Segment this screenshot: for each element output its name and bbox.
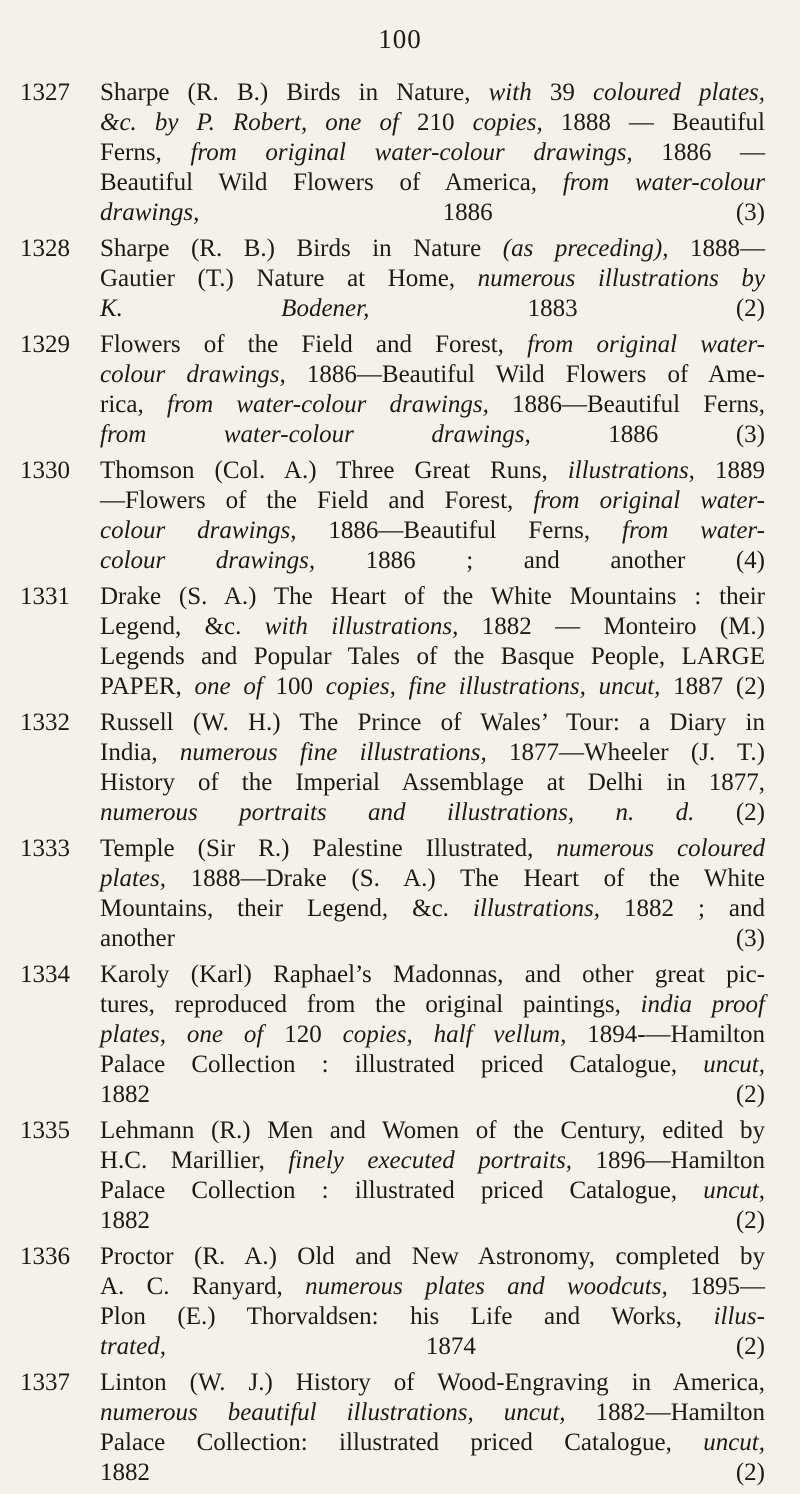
lot-number: 1329 [20,331,70,358]
description-line: numerous portraits and illustrations, n. d. (2) [100,799,765,826]
description-line: plates, one of 120 copies, half vellum, 1894-—Hamilton [100,1021,765,1048]
description-line: Beautiful Wild Flowers of America, from water-colour [100,169,765,196]
description-line: India, numerous fine illustrations, 1877—Wheeler (J. T.) [100,739,765,766]
description-line: 1882 (2) [100,1081,765,1108]
description-line: Russell (W. H.) The Prince of Wales’ Tour: a Diary in [100,709,765,736]
lot-entry [0,1368,800,1488]
description-line: Proctor (R. A.) Old and New Astronomy, completed by [100,1243,765,1270]
lot-number: 1333 [20,835,70,862]
lot-description [100,456,765,576]
description-line: &c. by P. Robert, one of 210 copies, 1888 — Beautiful [100,109,766,136]
description-line: Temple (Sir R.) Palestine Illustrated, numerous coloured [100,835,765,862]
lot-entry [0,1242,800,1362]
description-line: Mountains, their Legend, &c. illustrations, 1882 ; and [100,895,766,922]
description-line: Sharpe (R. B.) Birds in Nature, with 39 coloured plates, [100,79,766,106]
lot-entry [0,960,800,1110]
description-line: —Flowers of the Field and Forest, from original water- [100,487,765,514]
description-line: 1882 (2) [100,1207,765,1234]
description-line: H.C. Marillier, finely executed portraits, 1896—Hamilton [100,1147,765,1174]
description-line: Karoly (Karl) Raphael’s Madonnas, and other great pic- [100,961,765,988]
description-line: rica, from water-colour drawings, 1886—Beautiful Ferns, [100,391,765,418]
description-line: Flowers of the Field and Forest, from original water- [100,331,765,358]
description-line: colour drawings, 1886 ; and another (4) [100,547,765,574]
description-line: Gautier (T.) Nature at Home, numerous illustrations by [100,265,766,292]
description-line: tures, reproduced from the original paintings, india proof [100,991,765,1018]
lot-entry [0,330,800,450]
description-line: Palace Collection : illustrated priced Catalogue, uncut, [100,1051,765,1078]
lot-description [100,330,765,450]
description-line: Legends and Popular Tales of the Basque People, LARGE [100,643,765,670]
lot-number: 1334 [20,961,70,988]
lot-entry [0,456,800,576]
description-line: Plon (E.) Thorvaldsen: his Life and Works, illus- [100,1303,765,1330]
lot-description [100,1116,765,1236]
description-line: Legend, &c. with illustrations, 1882 — Monteiro (M.) [100,613,765,640]
lot-entry [0,834,800,954]
page-number: 100 [378,24,422,54]
description-line: Drake (S. A.) The Heart of the White Mountains : their [100,583,765,610]
description-line: History of the Imperial Assemblage at Delhi in 1877, [100,769,765,796]
lot-description [100,708,765,828]
description-line: Sharpe (R. B.) Birds in Nature (as preceding), 1888— [100,235,766,262]
lot-description [100,1368,765,1488]
lot-description [100,582,765,702]
description-line: drawings, 1886 (3) [100,199,765,226]
lot-number: 1327 [20,79,70,106]
lot-entry [0,234,800,324]
description-line: Thomson (Col. A.) Three Great Runs, illustrations, 1889 [100,457,766,484]
description-line: A. C. Ranyard, numerous plates and woodcuts, 1895— [100,1273,766,1300]
description-line: 1882 (2) [100,1459,765,1486]
description-line: Lehmann (R.) Men and Women of the Century, edited by [100,1117,765,1144]
description-line: Palace Collection: illustrated priced Catalogue, uncut, [100,1429,765,1456]
lot-number: 1336 [20,1243,70,1270]
description-line: colour drawings, 1886—Beautiful Ferns, from water- [100,517,765,544]
description-line: trated, 1874 (2) [100,1333,765,1360]
description-line: Palace Collection : illustrated priced Catalogue, uncut, [100,1177,765,1204]
description-line: Ferns, from original water-colour drawings, 1886 — [100,139,765,166]
lot-entry [0,582,800,702]
lot-entry [0,708,800,828]
lot-number: 1337 [20,1369,70,1396]
description-line: another (3) [100,925,765,952]
lot-description [100,834,765,954]
lot-description [100,78,765,228]
description-line: numerous beautiful illustrations, uncut, 1882—Hamilton [100,1399,766,1426]
description-line: K. Bodener, 1883 (2) [100,295,765,322]
description-line: colour drawings, 1886—Beautiful Wild Flowers of Ame- [100,361,765,388]
lot-entry [0,78,800,228]
lot-description [100,234,765,324]
description-line: PAPER, one of 100 copies, fine illustrations, uncut, 1887 (2) [100,673,766,700]
lot-list [0,78,800,1494]
description-line: Linton (W. J.) History of Wood-Engraving in America, [100,1369,765,1396]
description-line: from water-colour drawings, 1886 (3) [100,421,766,448]
lot-number: 1335 [20,1117,70,1144]
lot-number: 1328 [20,235,70,262]
lot-number: 1330 [20,457,70,484]
lot-description [100,1242,765,1362]
lot-description [100,960,765,1110]
lot-number: 1331 [20,583,70,610]
lot-entry [0,1116,800,1236]
lot-number: 1332 [20,709,70,736]
description-line: plates, 1888—Drake (S. A.) The Heart of the White [100,865,765,892]
